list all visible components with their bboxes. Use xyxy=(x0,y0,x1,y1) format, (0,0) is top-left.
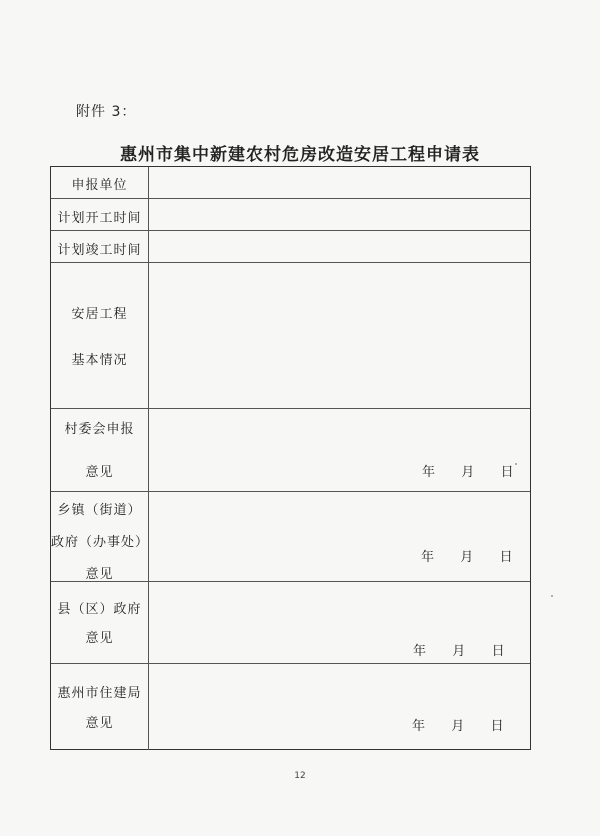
row-planned-start xyxy=(51,199,530,231)
year-label: 年 xyxy=(421,550,435,565)
month-label: 月 xyxy=(461,465,475,480)
year-label: 年 xyxy=(412,719,426,734)
label-project-basics xyxy=(51,263,149,408)
label-text-line1: 安居工程 xyxy=(71,307,128,322)
row-county-opinion xyxy=(51,582,530,664)
row-town-opinion xyxy=(51,492,530,582)
date-line xyxy=(422,461,514,480)
date-line xyxy=(421,546,513,565)
label-text-line1: 惠州市住建局 xyxy=(57,686,142,701)
row-planned-finish xyxy=(51,231,530,263)
label-text-line2: 基本情况 xyxy=(71,353,128,368)
year-label: 年 xyxy=(422,465,436,480)
date-line xyxy=(412,715,504,734)
label-text-line1: 村委会申报 xyxy=(64,422,135,437)
label-city-bureau-opinion xyxy=(51,664,149,750)
applicant-unit-field[interactable] xyxy=(149,167,530,198)
city-bureau-opinion-field[interactable] xyxy=(149,664,530,750)
label-text-line2: 意见 xyxy=(85,631,114,646)
month-label: 月 xyxy=(460,550,474,565)
row-applicant-unit xyxy=(51,167,530,199)
label-text-line2: 意见 xyxy=(85,716,114,731)
label-applicant-unit xyxy=(51,167,149,198)
day-label: 日 xyxy=(491,644,505,659)
day-label: 日 xyxy=(500,465,514,480)
planned-start-field[interactable] xyxy=(149,199,530,230)
label-text-line1: 县（区）政府 xyxy=(57,602,142,617)
planned-finish-field[interactable] xyxy=(149,231,530,262)
row-village-opinion xyxy=(51,409,530,492)
county-opinion-field[interactable] xyxy=(149,582,530,663)
label-text: 计划竣工时间 xyxy=(57,243,142,258)
label-text-line3: 意见 xyxy=(85,567,114,582)
form-title: 惠州市集中新建农村危房改造安居工程申请表 xyxy=(120,145,480,165)
village-opinion-field[interactable] xyxy=(149,409,530,491)
application-form-table xyxy=(50,166,531,750)
row-project-basics xyxy=(51,263,530,409)
scan-speck xyxy=(551,595,553,597)
row-city-bureau-opinion xyxy=(51,664,530,750)
date-line xyxy=(413,640,505,659)
label-text-line2: 意见 xyxy=(85,465,114,480)
project-basics-field[interactable] xyxy=(149,263,530,408)
label-village-opinion xyxy=(51,409,149,491)
label-planned-start xyxy=(51,199,149,230)
label-town-opinion xyxy=(51,492,149,581)
label-text-line1: 乡镇（街道） xyxy=(57,503,142,518)
label-text: 申报单位 xyxy=(71,178,128,193)
day-label: 日 xyxy=(490,719,504,734)
town-opinion-field[interactable] xyxy=(149,492,530,581)
label-text-line2: 政府（办事处） xyxy=(51,535,150,550)
label-text: 计划开工时间 xyxy=(57,211,142,226)
month-label: 月 xyxy=(452,644,466,659)
day-label: 日 xyxy=(499,550,513,565)
label-planned-finish xyxy=(51,231,149,262)
year-label: 年 xyxy=(413,644,427,659)
scan-speck xyxy=(515,463,517,465)
month-label: 月 xyxy=(451,719,465,734)
label-county-opinion xyxy=(51,582,149,663)
page-number: 12 xyxy=(294,771,306,781)
attachment-label: 附件 3： xyxy=(76,104,137,120)
